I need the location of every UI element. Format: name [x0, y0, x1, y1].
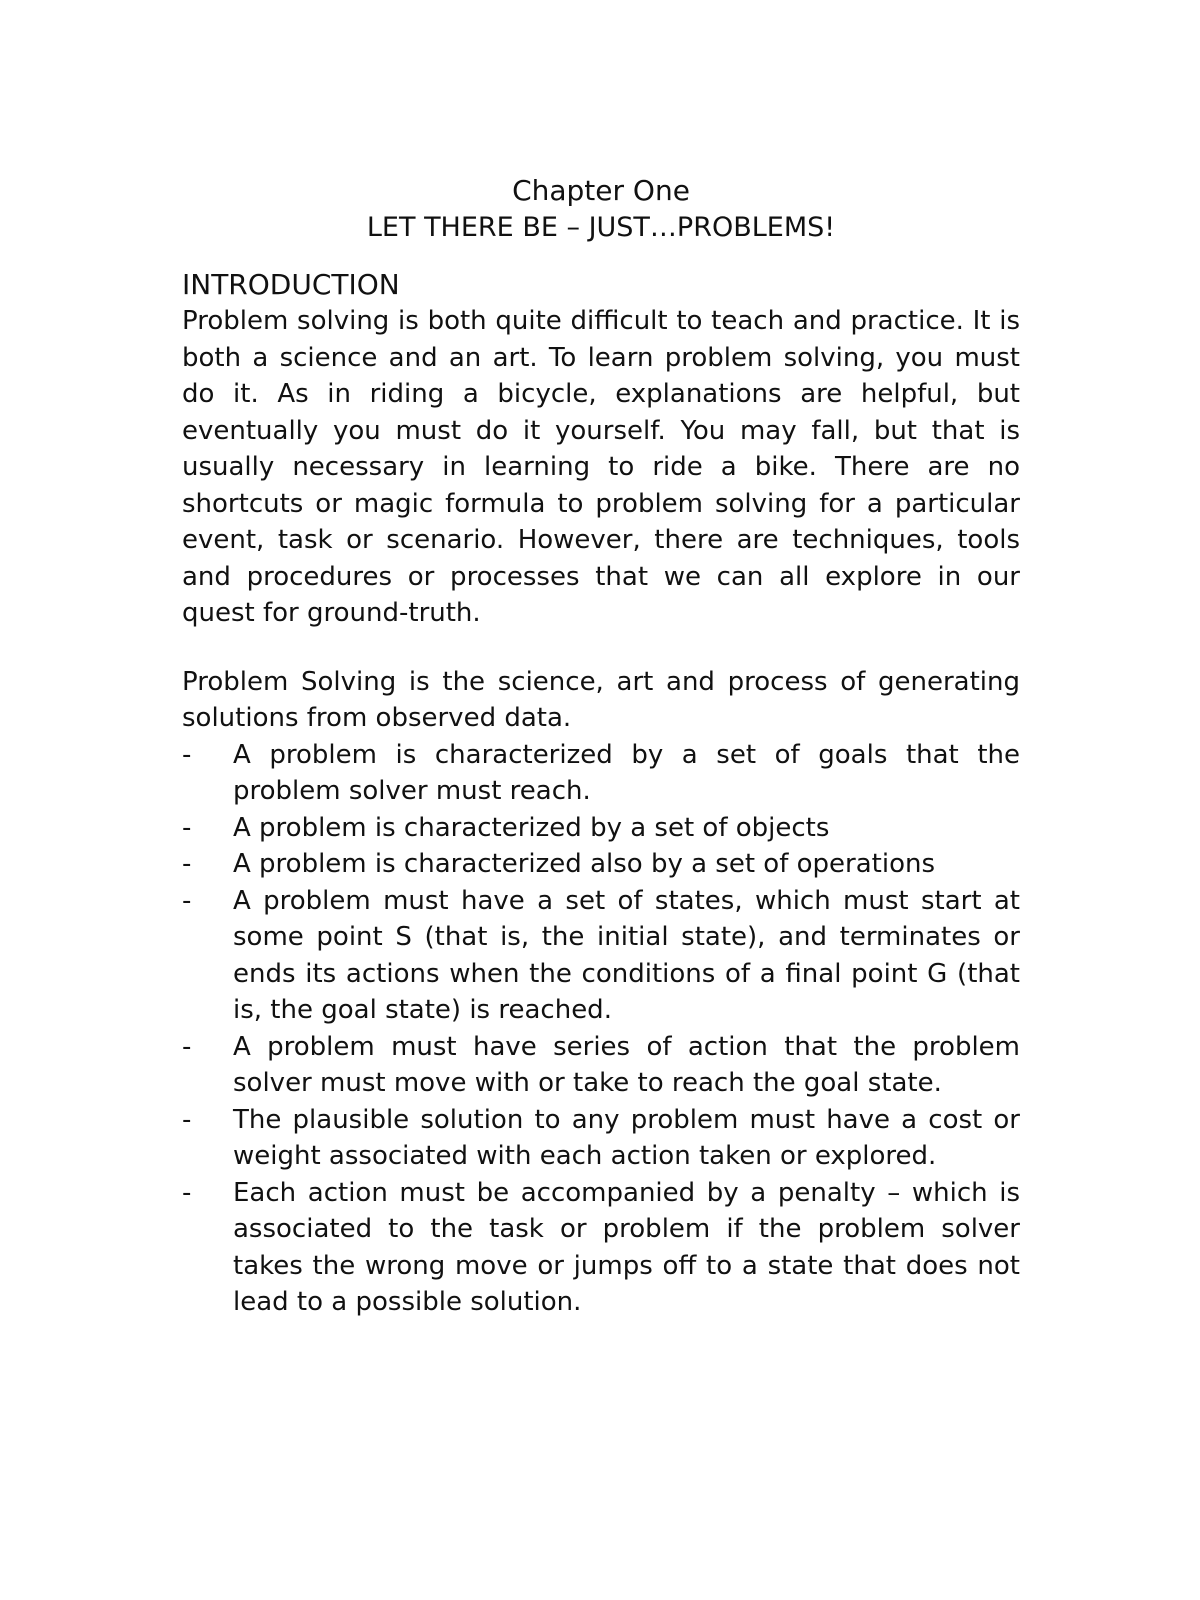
list-item-text: A problem must have a set of states, which must start at some point S (that is, the initial state), and terminates or ends its actions when the conditions of a final point G (that is, the goal state) is reached. [233, 885, 1020, 1025]
bullet-dash: - [182, 812, 192, 843]
list-item-text: A problem is characterized by a set of goals that the problem solver must reach. [233, 739, 1020, 806]
list-item-text: A problem is characterized by a set of objects [233, 812, 830, 843]
list-item-text: A problem must have series of action that the problem solver must move with or take to reach the goal state. [233, 1031, 1020, 1098]
bullet-dash: - [182, 1031, 192, 1062]
section-heading-introduction: INTRODUCTION [182, 268, 400, 301]
introduction-paragraph-1: Problem solving is both quite difficult to teach and practice. It is both a science and an art. To learn problem solving, you must do it. As in riding a bicycle, explanations are helpful, but eventually you must do it yourself. You may fall, but that is usually necessary in learning to ride a bike. There are no shortcuts or magic formula to problem solving for a particular event, task or scenario. However, there are techniques, tools and procedures or processes that we can all explore in our quest for ground-truth. [182, 306, 1020, 628]
list-item-text: A problem is characterized also by a set of operations [233, 849, 935, 879]
bullet-dash: - [182, 885, 192, 916]
chapter-title: LET THERE BE – JUST…PROBLEMS! [366, 212, 836, 243]
bullet-dash: - [182, 1104, 192, 1135]
list-item [182, 1029, 1020, 1102]
list-item-text: Each action must be accompanied by a penalty – which is associated to the task or problem if the problem solver takes the wrong move or jumps off to a state that does not lead to a possible solution. [233, 1177, 1020, 1317]
list-item [182, 1175, 1020, 1321]
bullet-dash: - [182, 739, 192, 770]
characteristics-list [182, 737, 1020, 1321]
document-page [182, 172, 1020, 1321]
paragraph-spacer [182, 632, 1020, 664]
chapter-heading: Chapter One [512, 174, 690, 207]
list-item [182, 737, 1020, 810]
bullet-dash: - [182, 1177, 192, 1208]
list-item-text: The plausible solution to any problem must have a cost or weight associated with each action taken or explored. [233, 1104, 1020, 1171]
list-item [182, 846, 1020, 883]
bullet-dash: - [182, 849, 192, 879]
list-item [182, 883, 1020, 1029]
list-item [182, 1102, 1020, 1175]
list-item [182, 810, 1020, 847]
introduction-paragraph-2: Problem Solving is the science, art and process of generating solutions from observed data. [182, 666, 1020, 733]
